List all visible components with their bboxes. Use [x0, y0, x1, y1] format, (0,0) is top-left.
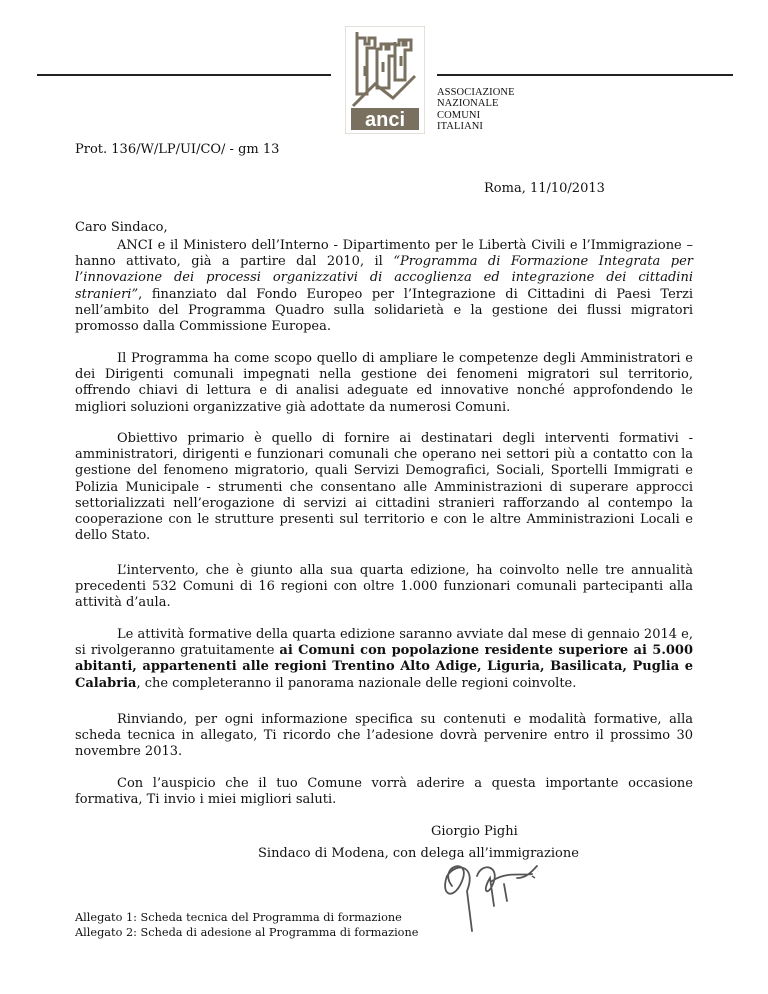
paragraph-1-text-a: ANCI e il Ministero dell’Interno - Dipartimento per le Libertà Civili e l’Immigrazione – hanno attivato, già a partire dal 2010, il	[75, 238, 693, 270]
paragraph-4: L’intervento, che è giunto alla sua quarta edizione, ha coinvolto nelle tre annualità precedenti 532 Comuni di 16 regioni con oltre 1.000 funzionari comunali partecipanti alla attività d’aula.	[75, 563, 693, 611]
paragraph-6: Rinviando, per ogni informazione specifica su contenuti e modalità formative, alla scheda tecnica in allegato, Ti ricordo che l’adesione dovrà pervenire entro il prossimo 30 novembre 2013.	[75, 712, 693, 760]
paragraph-5	[75, 627, 693, 692]
paragraph-3: Obiettivo primario è quello di fornire ai destinatari degli interventi formativi - amministratori, dirigenti e funzionari comunali che operano nei settori più a contatto con la gestione del fenomeno migratorio, quali Servizi Demografici, Sociali, Sportelli Immigrati e Polizia Municipale - strumenti che consentano alle Amministrazioni di superare approcci settorializzati nell’erogazione di servizi ai cittadini stranieri rafforzando al contempo la cooperazione con le strutture presenti sul territorio e con le altre Amministrazioni Locali e dello Stato.	[75, 431, 693, 544]
logo-text: anci	[364, 109, 406, 131]
paragraph-7: Con l’auspicio che il tuo Comune vorrà aderire a questa importante occasione formativa, Ti invio i miei migliori saluti.	[75, 776, 693, 808]
handwritten-signature	[432, 856, 542, 936]
org-line: ASSOCIAZIONE	[437, 87, 515, 98]
attachment-item: Allegato 2: Scheda di adesione al Programma di formazione	[75, 926, 419, 939]
paragraph-2: Il Programma ha come scopo quello di ampliare le competenze degli Amministratori e dei Dirigenti comunali impegnati nella gestione dei fenomeni migratori sul territorio, offrendo chiavi di lettura e di analisi adeguate ed innovative nonché approfondendo le migliori soluzioni organizzative già adottate da numerosi Comuni.	[75, 351, 693, 415]
attachment-item: Allegato 1: Scheda tecnica del Programma di formazione	[75, 911, 402, 924]
header-rule-right	[437, 74, 733, 76]
organization-name	[437, 87, 515, 133]
paragraph-1	[75, 238, 693, 335]
letter-date: Roma, 11/10/2013	[484, 181, 605, 196]
org-line: NAZIONALE	[437, 98, 499, 110]
org-line: ITALIANI	[437, 121, 484, 133]
header-rule-left	[37, 74, 331, 76]
signer-title: Sindaco di Modena, con delega all’immigrazione	[258, 846, 579, 861]
paragraph-5-text-b: , che completeranno il panorama nazionale delle regioni coinvolte.	[136, 675, 577, 691]
protocol-number: Prot. 136/W/LP/UI/CO/ - gm 13	[75, 142, 280, 157]
signer-name: Giorgio Pighi	[431, 824, 518, 839]
salutation: Caro Sindaco,	[75, 220, 168, 235]
paragraph-5-text-a: Le attività formative della quarta edizione saranno avviate dal mese di gennaio 2014 e, si rivolgeranno gratuitamente	[75, 627, 693, 659]
attachment-list	[75, 910, 418, 940]
org-line: COMUNI	[437, 109, 481, 121]
programme-title: “Programma di Formazione Integrata per l’innovazione dei processi organizzativi di accoglienza ed integrazione dei cittadini stranieri”	[75, 254, 693, 302]
anci-logo	[345, 26, 425, 134]
paragraph-1-text-b: , finanziato dal Fondo Europeo per l’Integrazione di Cittadini di Paesi Terzi nell’ambito del Programma Quadro sulla solidarietà e la gestione dei flussi migratori promosso dalla Commissione Europea.	[75, 286, 693, 335]
target-municipalities: ai Comuni con popolazione residente superiore ai 5.000 abitanti, appartenenti alle regioni Trentino Alto Adige, Liguria, Basilicata, Puglia e Calabria	[75, 643, 693, 691]
